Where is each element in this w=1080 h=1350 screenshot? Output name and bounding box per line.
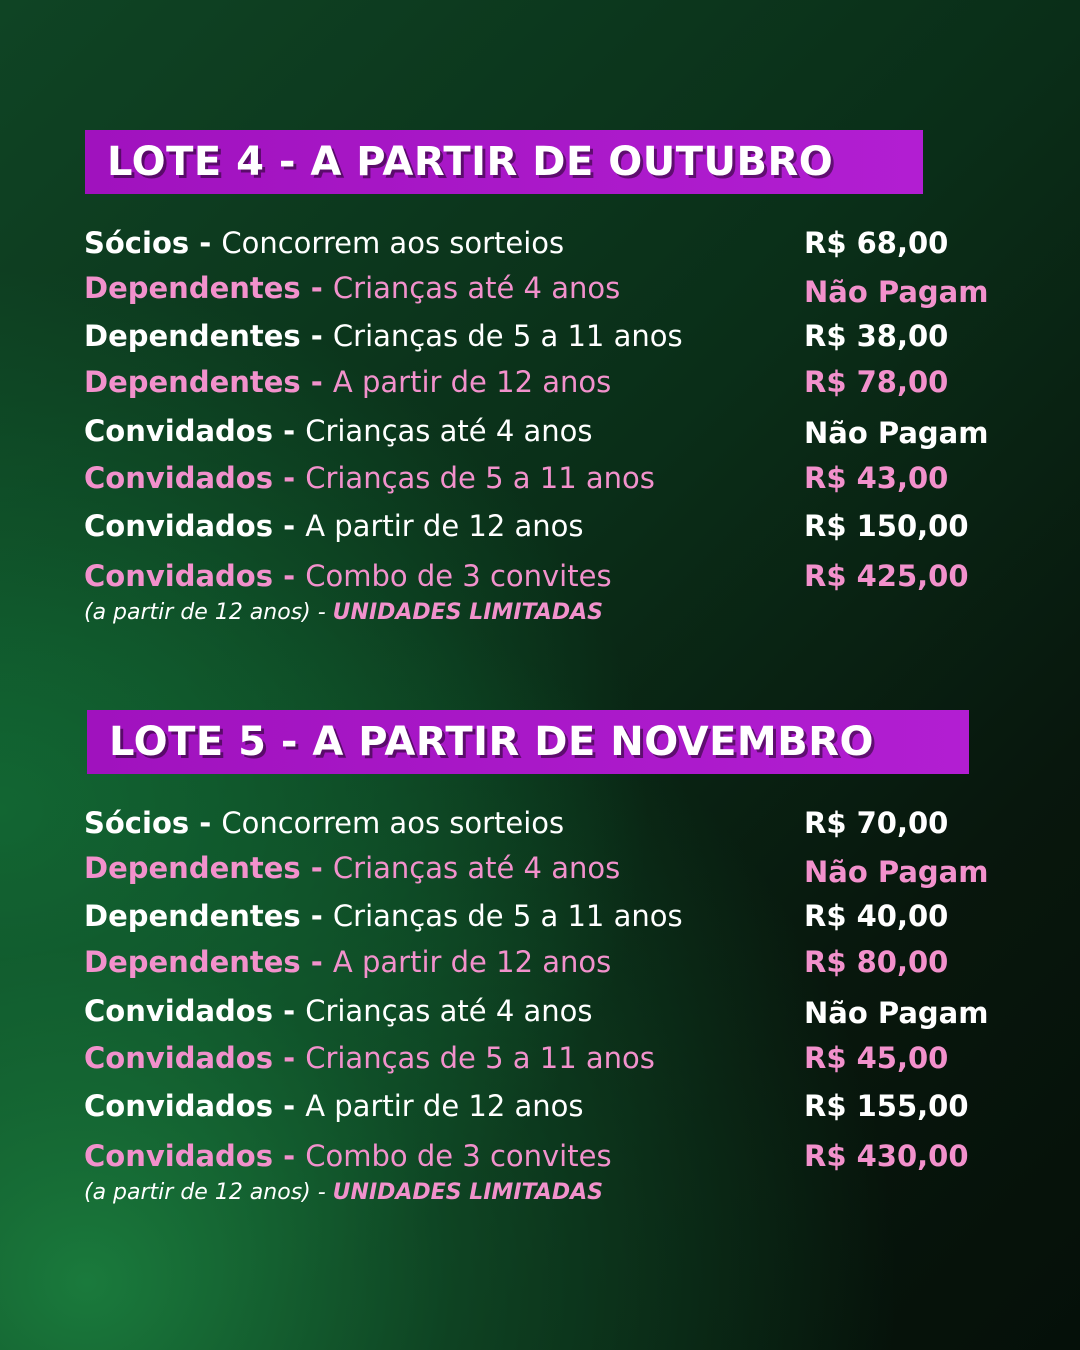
- lote4-row-dependentes-ate4: [84, 271, 1024, 311]
- row-description: A partir de 12 anos: [305, 1089, 584, 1123]
- row-description: A partir de 12 anos: [332, 365, 612, 399]
- note-limited: UNIDADES LIMITADAS: [332, 600, 603, 625]
- row-category: Dependentes -: [84, 851, 333, 885]
- lote5-row-convidados-ate4: [84, 994, 1024, 1034]
- lote4-row-dependentes-12: [84, 365, 1024, 405]
- row-category: Convidados -: [84, 1041, 306, 1075]
- row-price: R$ 38,00: [804, 319, 949, 353]
- lote5-note: [84, 1180, 603, 1205]
- row-description: A partir de 12 anos: [332, 945, 612, 979]
- row-price: R$ 425,00: [804, 559, 969, 593]
- lote5-row-combo: [84, 1139, 1024, 1179]
- row-price: R$ 150,00: [804, 509, 969, 543]
- lote5-row-socios: [84, 806, 1024, 846]
- row-description: Crianças de 5 a 11 anos: [305, 461, 655, 495]
- lote4-banner: [85, 130, 923, 194]
- row-price: R$ 155,00: [804, 1089, 969, 1123]
- lote4-title: LOTE 4 - A PARTIR DE OUTUBRO: [107, 139, 834, 185]
- lote5-row-convidados-5a11: [84, 1041, 1024, 1081]
- row-price: Não Pagam: [804, 855, 989, 889]
- row-description: Crianças até 4 anos: [332, 271, 621, 305]
- row-category: Convidados -: [84, 414, 306, 448]
- row-category: Convidados -: [84, 1089, 306, 1123]
- row-description: Crianças até 4 anos: [305, 414, 593, 448]
- lote5-row-dependentes-ate4: [84, 851, 1024, 891]
- row-description: Crianças até 4 anos: [332, 851, 621, 885]
- lote4-row-combo: [84, 559, 1024, 599]
- row-price: R$ 45,00: [804, 1041, 949, 1075]
- lote5-banner: [87, 710, 969, 774]
- lote4-row-dependentes-5a11: [84, 319, 1024, 359]
- row-category: Dependentes -: [84, 945, 333, 979]
- lote4-note: [84, 600, 603, 625]
- row-description: Concorrem aos sorteios: [221, 806, 565, 840]
- row-price: R$ 430,00: [804, 1139, 969, 1173]
- row-category: Dependentes -: [84, 271, 333, 305]
- lote4-row-convidados-ate4: [84, 414, 1024, 454]
- note-limited: UNIDADES LIMITADAS: [332, 1180, 603, 1205]
- row-category: Convidados -: [84, 1139, 306, 1173]
- row-category: Convidados -: [84, 559, 306, 593]
- row-category: Dependentes -: [84, 319, 333, 353]
- row-price: R$ 80,00: [804, 945, 949, 979]
- row-price: R$ 40,00: [804, 899, 949, 933]
- row-category: Dependentes -: [84, 899, 333, 933]
- row-price: R$ 78,00: [804, 365, 949, 399]
- row-category: Dependentes -: [84, 365, 333, 399]
- row-price: Não Pagam: [804, 996, 989, 1030]
- lote5-row-convidados-12: [84, 1089, 1024, 1129]
- row-price: R$ 68,00: [804, 226, 949, 260]
- row-price: R$ 70,00: [804, 806, 949, 840]
- row-category: Sócios -: [84, 806, 222, 840]
- row-category: Convidados -: [84, 509, 306, 543]
- lote4-row-convidados-12: [84, 509, 1024, 549]
- row-description: Crianças de 5 a 11 anos: [332, 899, 683, 933]
- note-text: (a partir de 12 anos) -: [84, 600, 333, 625]
- lote4-row-convidados-5a11: [84, 461, 1024, 501]
- lote4-row-socios: [84, 226, 1024, 266]
- row-category: Sócios -: [84, 226, 222, 260]
- row-price: Não Pagam: [804, 416, 989, 450]
- lote5-title: LOTE 5 - A PARTIR DE NOVEMBRO: [109, 719, 875, 765]
- row-description: A partir de 12 anos: [305, 509, 584, 543]
- lote5-row-dependentes-12: [84, 945, 1024, 985]
- row-category: Convidados -: [84, 461, 306, 495]
- row-description: Combo de 3 convites: [305, 559, 612, 593]
- row-description: Concorrem aos sorteios: [221, 226, 565, 260]
- lote5-row-dependentes-5a11: [84, 899, 1024, 939]
- row-category: Convidados -: [84, 994, 306, 1028]
- note-text: (a partir de 12 anos) -: [84, 1180, 333, 1205]
- row-price: R$ 43,00: [804, 461, 949, 495]
- row-description: Crianças de 5 a 11 anos: [332, 319, 683, 353]
- row-description: Crianças de 5 a 11 anos: [305, 1041, 655, 1075]
- row-description: Combo de 3 convites: [305, 1139, 612, 1173]
- row-description: Crianças até 4 anos: [305, 994, 593, 1028]
- row-price: Não Pagam: [804, 275, 989, 309]
